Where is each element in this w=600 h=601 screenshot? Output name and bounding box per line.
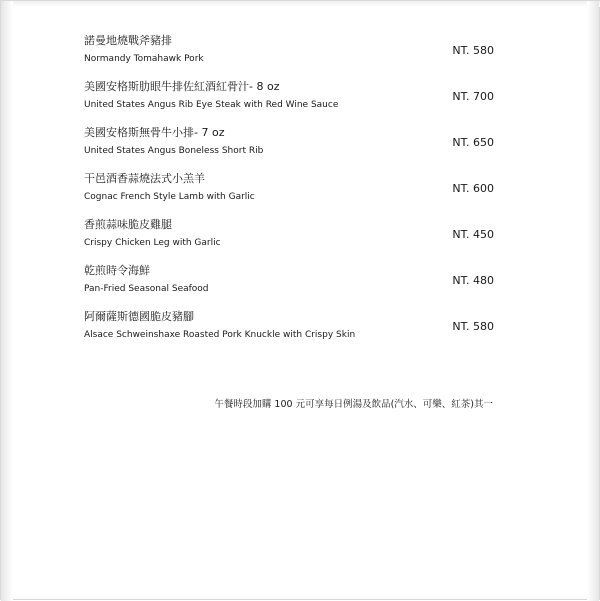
dish-name-zh: 諾曼地燒戰斧豬排 <box>84 34 172 47</box>
dish-name-en: Crispy Chicken Leg with Garlic <box>84 238 221 248</box>
dish-name-en: Pan-Fried Seasonal Seafood <box>84 284 209 294</box>
dish-name-en: United States Angus Boneless Short Rib <box>84 146 264 156</box>
dish-price: NT. 450 <box>452 228 494 241</box>
menu-item <box>84 171 496 217</box>
page-shadow-right <box>587 1 599 601</box>
dish-price: NT. 700 <box>452 90 494 103</box>
dish-name-en: Alsace Schweinshaxe Roasted Pork Knuckle with Crispy Skin <box>84 330 356 340</box>
dish-price: NT. 480 <box>452 274 494 287</box>
menu-item <box>84 33 496 79</box>
dish-name-zh: 干邑酒香蒜燒法式小羔羊 <box>84 172 205 185</box>
menu-item <box>84 309 496 355</box>
page-top-edge <box>1 1 600 7</box>
dish-name-en: Normandy Tomahawk Pork <box>84 54 204 64</box>
dish-name-zh: 美國安格斯肋眼牛排佐紅酒紅骨汁- 8 oz <box>84 80 280 93</box>
menu-item <box>84 217 496 263</box>
dish-name-en: United States Angus Rib Eye Steak with Red Wine Sauce <box>84 100 339 110</box>
dish-name-zh: 香煎蒜味脆皮雞腿 <box>84 218 172 231</box>
menu-item <box>84 125 496 171</box>
dish-price: NT. 580 <box>452 44 494 57</box>
dish-price: NT. 600 <box>452 182 494 195</box>
dish-name-en: Cognac French Style Lamb with Garlic <box>84 192 255 202</box>
page-shadow-left <box>1 1 13 601</box>
dish-price: NT. 580 <box>452 320 494 333</box>
dish-name-zh: 美國安格斯無骨牛小排- 7 oz <box>84 126 225 139</box>
dish-price: NT. 650 <box>452 136 494 149</box>
dish-name-zh: 乾煎時令海鮮 <box>84 264 150 277</box>
menu-list <box>84 33 496 355</box>
lunch-addon-note: 午餐時段加購 100 元可享每日例湯及飲品(汽水、可樂、紅茶)其一 <box>214 399 493 410</box>
menu-item <box>84 263 496 309</box>
menu-item <box>84 79 496 125</box>
dish-name-zh: 阿爾薩斯德國脆皮豬腳 <box>84 310 194 323</box>
